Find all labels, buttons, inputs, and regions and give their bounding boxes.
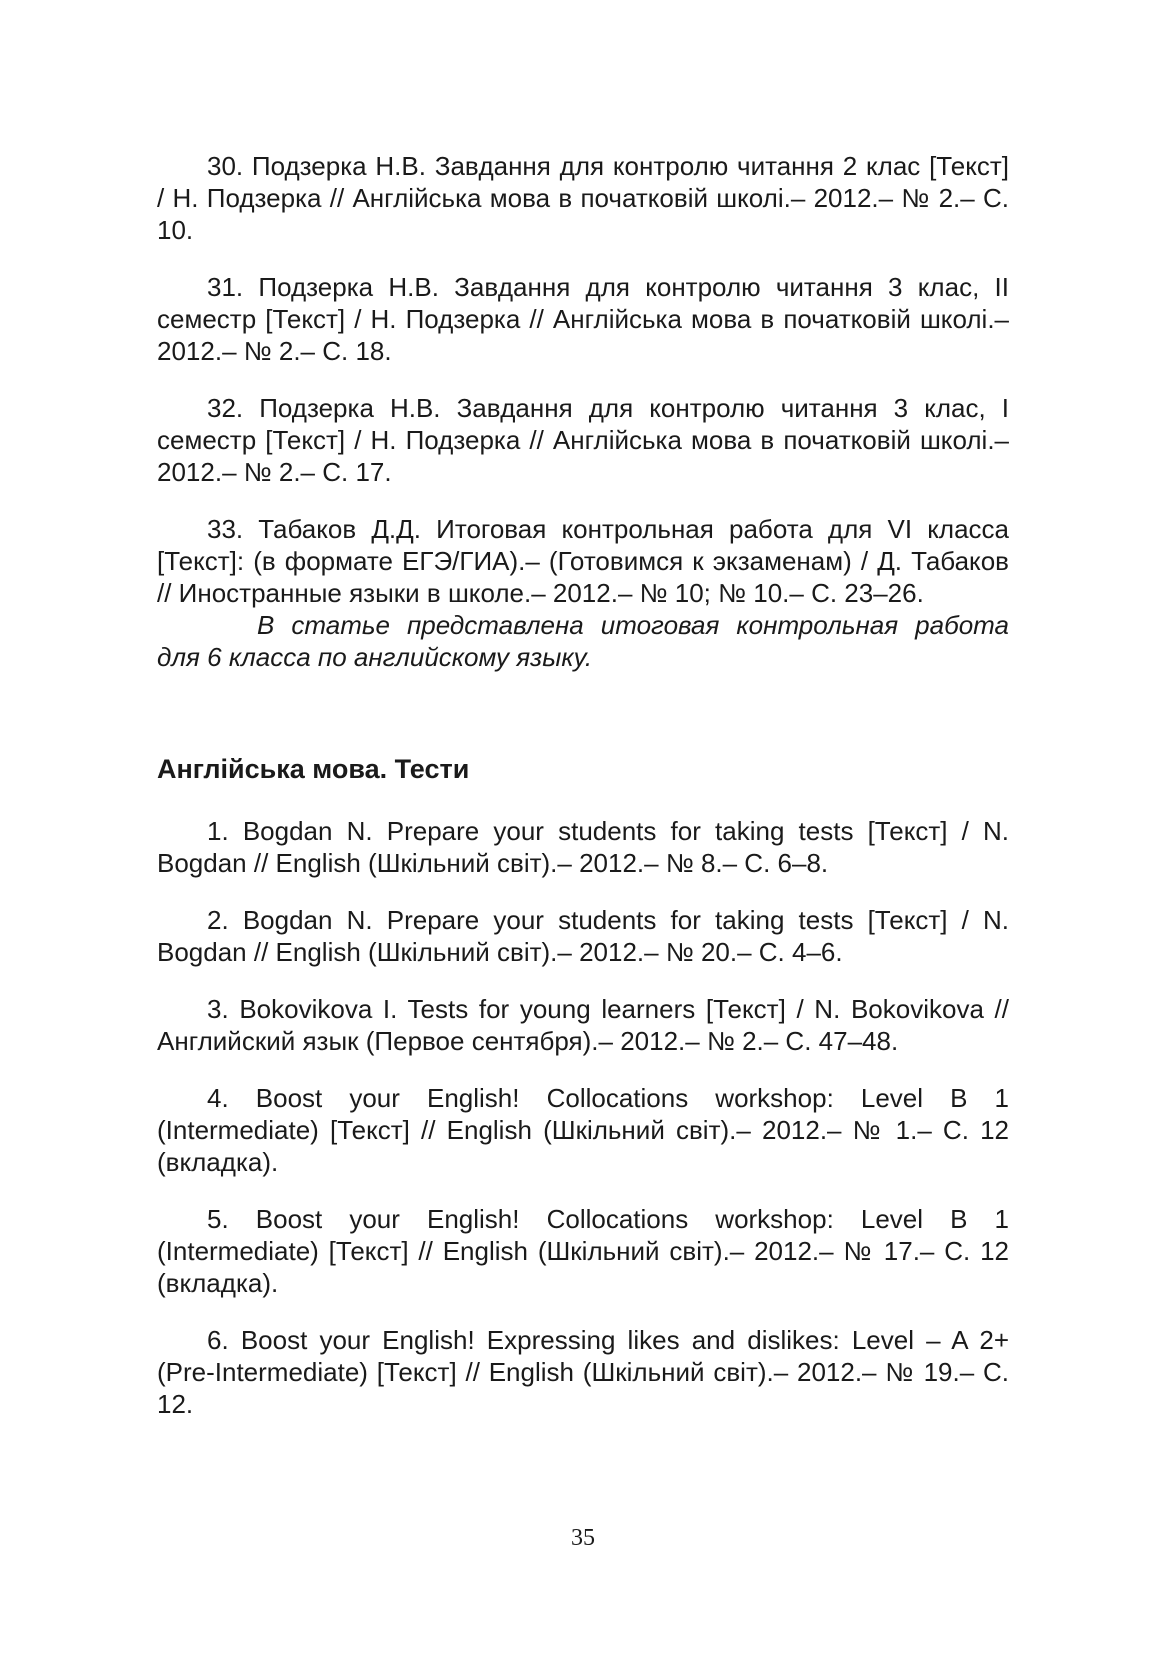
page-number: 35 bbox=[571, 1525, 595, 1551]
bib-entry-33-annotation: В статье представлена итоговая контрольная работа для 6 класса по английскому языку. bbox=[157, 610, 1009, 672]
test-entry-5: 5. Boost your English! Collocations workshop: Level B 1 (Intermediate) [Текст] // English (Шкільний світ).– 2012.– № 17.– С. 12 (вкладка). bbox=[157, 1204, 1009, 1298]
test-entry-2: 2. Bogdan N. Prepare your students for taking tests [Текст] / N. Bogdan // English (Шкільний світ).– 2012.– № 20.– С. 4–6. bbox=[157, 905, 1009, 967]
test-entry-6: 6. Boost your English! Expressing likes and dislikes: Level – A 2+ (Pre-Intermediate) [Текст] // English (Шкільний світ).– 2012.– № 19.– С. 12. bbox=[157, 1325, 1009, 1419]
bib-entry-33-group bbox=[157, 513, 1009, 673]
page-content bbox=[157, 150, 1009, 1445]
bib-entry-32: 32. Подзерка Н.В. Завдання для контролю читання 3 клас, I семестр [Текст] / Н. Подзерка // Англійська мова в початковій школі.– 2012.– № 2.– С. 17. bbox=[157, 393, 1009, 487]
bib-entry-31: 31. Подзерка Н.В. Завдання для контролю читання 3 клас, II семестр [Текст] / Н. Подзерка // Англійська мова в початковій школі.– 2012.– № 2.– С. 18. bbox=[157, 272, 1009, 366]
test-entry-4: 4. Boost your English! Collocations workshop: Level B 1 (Intermediate) [Текст] // English (Шкільний світ).– 2012.– № 1.– С. 12 (вкладка). bbox=[157, 1083, 1009, 1177]
test-entry-1: 1. Bogdan N. Prepare your students for taking tests [Текст] / N. Bogdan // English (Шкільний світ).– 2012.– № 8.– С. 6–8. bbox=[157, 816, 1009, 878]
section-heading: Англійська мова. Тести bbox=[157, 754, 470, 784]
bib-entry-33: 33. Табаков Д.Д. Итоговая контрольная работа для VI класса [Текст]: (в формате ЕГЭ/ГИА).– (Готовимся к экзаменам) / Д. Табаков // Иностранные языки в школе.– 2012.– № 10; № 10.– С. 23–26. bbox=[157, 514, 1009, 608]
bib-entry-30: 30. Подзерка Н.В. Завдання для контролю читання 2 клас [Текст] / Н. Подзерка // Англійська мова в початковій школі.– 2012.– № 2.– С. 10. bbox=[157, 151, 1009, 245]
test-entry-3: 3. Bokovikova I. Tests for young learners [Текст] / N. Bokovikova // Английский язык (Первое сентября).– 2012.– № 2.– С. 47–48. bbox=[157, 994, 1009, 1056]
